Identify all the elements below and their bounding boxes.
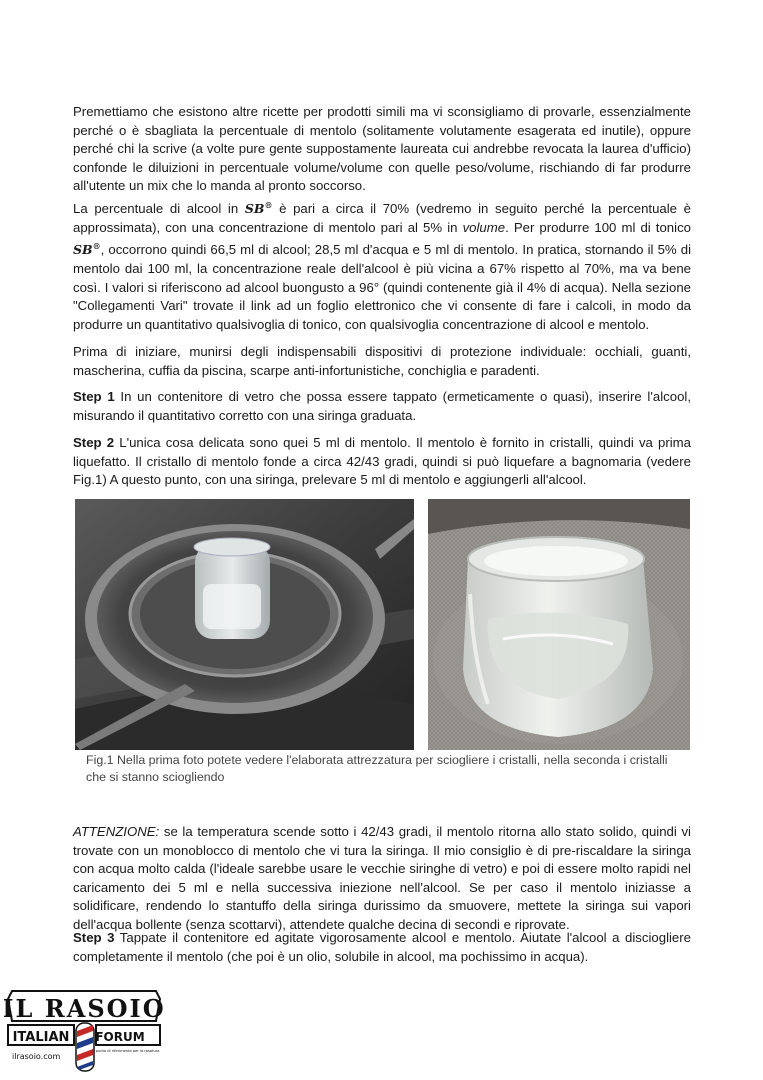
sb-mark-reg: ® — [92, 241, 101, 252]
logo-site: ilrasoio.com — [12, 1052, 61, 1061]
logo-title: IL RASOIO — [4, 994, 164, 1023]
paragraph-ppe: Prima di iniziare, munirsi degli indispensabili dispositivi di protezione individuale: occhiali, guanti, mascherina, cuffia da piscina, scarpe anti-infortunistiche, conchiglia e paradenti. — [73, 344, 691, 378]
il-rasoio-logo-graphic — [4, 985, 164, 1073]
intro-paragraph-block — [73, 103, 691, 334]
figure-caption: Fig.1 Nella prima foto potete vedere l'elaborata attrezzatura per sciogliere i cristalli, nella seconda i cristalli che si stanno sciogliendo — [86, 753, 668, 784]
sb-mark-text: SB — [244, 201, 265, 217]
step3-block — [73, 929, 691, 966]
attention-block — [73, 823, 691, 935]
sb-mark-reg: ® — [264, 199, 273, 210]
p2-part2: è pari a circa il 70% (vedremo in seguito perché la percentuale è approssimata), con una concentrazione di mentolo pari al 5% in — [73, 201, 691, 235]
photo-stove-bain-marie — [75, 499, 414, 750]
step1-label: Step 1 — [73, 389, 115, 404]
paragraph-attention — [73, 823, 691, 935]
sb-mark — [245, 201, 273, 216]
attention-label: ATTENZIONE: — [73, 824, 160, 839]
step2-label: Step 2 — [73, 435, 115, 450]
il-rasoio-logo — [4, 985, 164, 1073]
step2-block — [73, 434, 691, 490]
paragraph-step1 — [73, 388, 691, 425]
step3-text: Tappate il contenitore ed agitate vigorosamente alcool e mentolo. Aiutate l'alcool a disciogliere completamente il mentolo (che poi è un olio, solubile in alcool, ma pochissimo in acqua). — [73, 930, 691, 964]
step3-label: Step 3 — [73, 930, 115, 945]
barber-pole-icon — [76, 1023, 94, 1071]
step1-block — [73, 388, 691, 425]
paragraph-alcohol-percentage — [73, 196, 691, 334]
sb-mark-text: SB — [73, 242, 93, 258]
ppe-paragraph-block — [73, 343, 691, 380]
photo-stove-bain-marie-image — [75, 499, 414, 750]
logo-tagline: il punto di riferimento per la rasatura — [92, 1049, 160, 1053]
attention-text: se la temperatura scende sotto i 42/43 gradi, il mentolo ritorna allo stato solido, quindi vi trovate con un monoblocco di mentolo che vi tura la siringa. Il mio consiglio è di pre-riscaldare la siringa con acqua molto calda (l'ideale sarebbe usare le vecchie siringhe di vetro) e poi di essere molto rapidi nel caricamento dei 5 ml e nella successiva iniezione nell'alcool. Se per caso il mentolo iniziasse a solidificare, rendendo lo stantuffo della siringa durissimo da smuovere, mettete la siringa sui vapori dell'acqua bollente (senza scottarvi), attendete qualche decina di secondi e riprovate. — [73, 824, 691, 932]
volume-word: volume — [462, 219, 506, 235]
step1-text: In un contenitore di vetro che possa essere tappato (ermeticamente o quasi), inserire l'alcool, misurando il quantitativo corretto con una siringa graduata. — [73, 389, 691, 423]
photo-jar-crystals-melting-image — [428, 499, 690, 750]
paragraph-step3 — [73, 929, 691, 966]
paragraph-step2 — [73, 434, 691, 490]
sb-mark — [73, 242, 101, 257]
p2-part4: , occorrono quindi 66,5 ml di alcool; 28,5 ml d'acqua e 5 ml di mentolo. In pratica, stornando il 5% di mentolo dai 100 ml, la concentrazione reale dell'alcool è più vicina a 67% rispetto al 70%, ma va bene così. I valori si riferiscono ad alcool buongusto a 96° (quindi contenente già il 4% di acqua). Nella sezione "Collegamenti Vari" trovate il link ad un foglio elettronico che vi consente di fare i calcoli, in modo da produrre un quantitativo qualsivoglia di tonico, con qualsivoglia concentrazione di alcool e mentolo. — [73, 242, 691, 332]
step2-text: L'unica cosa delicata sono quei 5 ml di mentolo. Il mentolo è fornito in cristalli, quindi va prima liquefatto. Il cristallo di mentolo fonde a circa 42/43 gradi, quindi si può liquefare a bagnomaria (vedere Fig.1) A questo punto, con una siringa, prelevare 5 ml di mentolo e aggiungerli all'alcool. — [73, 435, 691, 488]
logo-italian: ITALIAN — [12, 1030, 70, 1045]
p2-part3: . Per produrre 100 ml di tonico — [505, 219, 692, 235]
p2-part1: La percentuale di alcool in — [73, 201, 245, 217]
paragraph-warning-other-recipes: Premettiamo che esistono altre ricette per prodotti simili ma vi sconsigliamo di provarle, essenzialmente perché o è sbagliata la percentuale di mentolo (solitamente volutamente esagerata ed inutile), oppure perché chi la scrive (a volte pure gente suppostamente laureata cui andrebbe revocata la laurea d'ufficio) confonde le diluizioni in percentuale volume/volume con quelle peso/volume, rischiando di far produrre all'utente un mix che lo manda al pronto soccorso. — [73, 104, 691, 194]
logo-forum: FORUM — [95, 1030, 145, 1044]
photo-jar-crystals-melting — [428, 499, 690, 750]
